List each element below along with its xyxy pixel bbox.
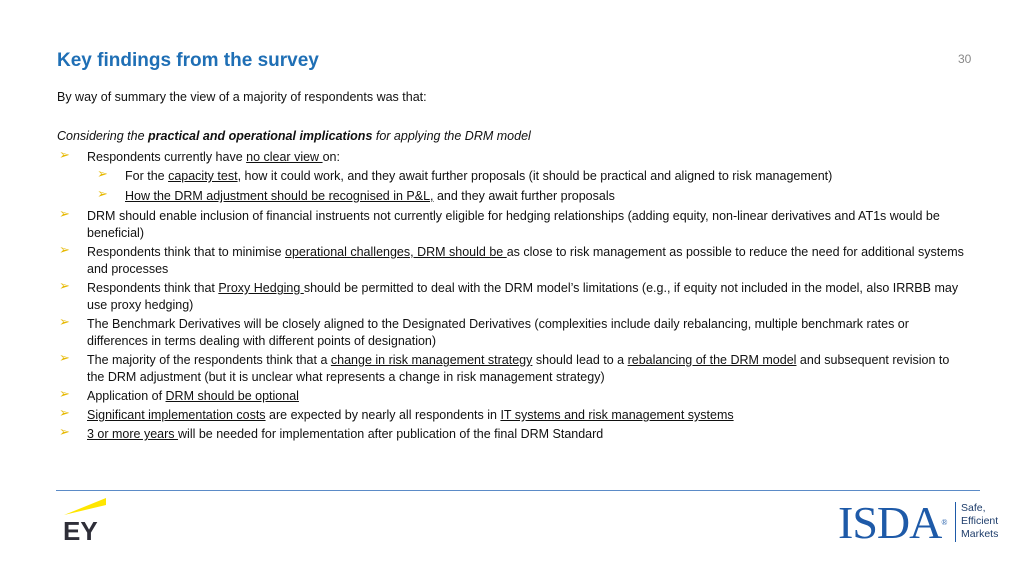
item-text: will be needed for implementation after publication of the final DRM Standard [178,427,604,441]
arrow-bullet-icon: ➢ [59,278,70,293]
page-number: 30 [958,52,972,66]
intro-text: By way of summary the view of a majority of respondents was that: [57,90,427,104]
isda-separator [955,502,956,542]
lead-bold: practical and operational implications [148,129,373,143]
item-text: and subsequent revision to the DRM adjustment (but it is unclear what represents a change in risk management strategy) [87,353,950,384]
list-item [57,188,967,205]
isda-registered-mark: ® [941,518,947,527]
findings-list [57,149,967,445]
item-text: should be permitted to deal with the DRM model’s limitations (e.g., if equity not included in the model, also IRRBB may use proxy hedging) [87,281,959,312]
tagline-line-1: Safe, [961,502,986,514]
item-text: as close to risk management as possible to reduce the need for additional systems and processes [87,245,964,276]
underlined-text: operational challenges, DRM should be [285,245,507,259]
lead-post: for applying the DRM model [372,129,531,143]
item-text: are expected by nearly all respondents in [265,408,501,422]
arrow-bullet-icon: ➢ [59,350,70,365]
underlined-text: capacity test [168,169,238,183]
underlined-text: change in risk management strategy [330,353,533,367]
item-text: on: [322,150,340,164]
underlined-text: DRM should be optional [165,389,299,403]
arrow-bullet-icon: ➢ [59,242,70,257]
arrow-bullet-icon: ➢ [59,314,70,329]
isda-logo [838,497,947,548]
list-item [57,168,967,185]
ey-logo-beam [64,498,106,515]
list-item [57,316,967,350]
isda-tagline [961,502,998,541]
tagline-line-2: Efficient [961,515,999,527]
lead-text [57,129,531,143]
arrow-bullet-icon: ➢ [59,147,70,162]
lead-pre: Considering the [57,129,149,143]
item-text: For the [125,169,169,183]
item-text: Respondents think that [87,281,219,295]
arrow-bullet-icon: ➢ [97,186,108,201]
item-text: , how it could work, and they await further proposals (it should be practical and aligned to risk management) [237,169,833,183]
isda-logo-text: ISDA [838,497,942,548]
item-text: The majority of the respondents think that a [87,353,331,367]
page-title: Key findings from the survey [57,50,319,71]
list-item [57,407,967,424]
list-item [57,208,967,242]
arrow-bullet-icon: ➢ [59,405,70,420]
underlined-text: no clear view [246,150,323,164]
underlined-text: IT systems and risk management systems [500,408,734,422]
arrow-bullet-icon: ➢ [59,424,70,439]
item-text: DRM should enable inclusion of financial instruents not currently eligible for hedging relationships (adding equity, non-linear derivatives and AT1s would be beneficial) [87,209,940,240]
item-text: Application of [87,389,166,403]
arrow-bullet-icon: ➢ [97,166,108,181]
underlined-text: 3 or more years [87,427,179,441]
ey-logo [60,496,110,544]
footer-rule [56,490,980,491]
list-item [57,426,967,443]
item-text: Respondents think that to minimise [87,245,286,259]
item-text: should lead to a [532,353,628,367]
list-item [57,149,967,166]
tagline-line-3: Markets [961,528,999,540]
underlined-text: How the DRM adjustment should be recognised in P&L, [125,189,434,203]
underlined-text: rebalancing of the DRM model [627,353,797,367]
ey-logo-text: EY [63,516,98,544]
item-text: The Benchmark Derivatives will be closely aligned to the Designated Derivatives (complexities include daily rebalancing, multiple benchmark rates or differences in terms dealing with different points of designation) [87,317,909,348]
list-item [57,244,967,278]
list-item [57,280,967,314]
arrow-bullet-icon: ➢ [59,206,70,221]
underlined-text: Proxy Hedging [218,281,304,295]
list-item [57,352,967,386]
item-text: and they await further proposals [433,189,615,203]
item-text: Respondents currently have [87,150,247,164]
underlined-text: Significant implementation costs [87,408,266,422]
list-item [57,388,967,405]
arrow-bullet-icon: ➢ [59,386,70,401]
